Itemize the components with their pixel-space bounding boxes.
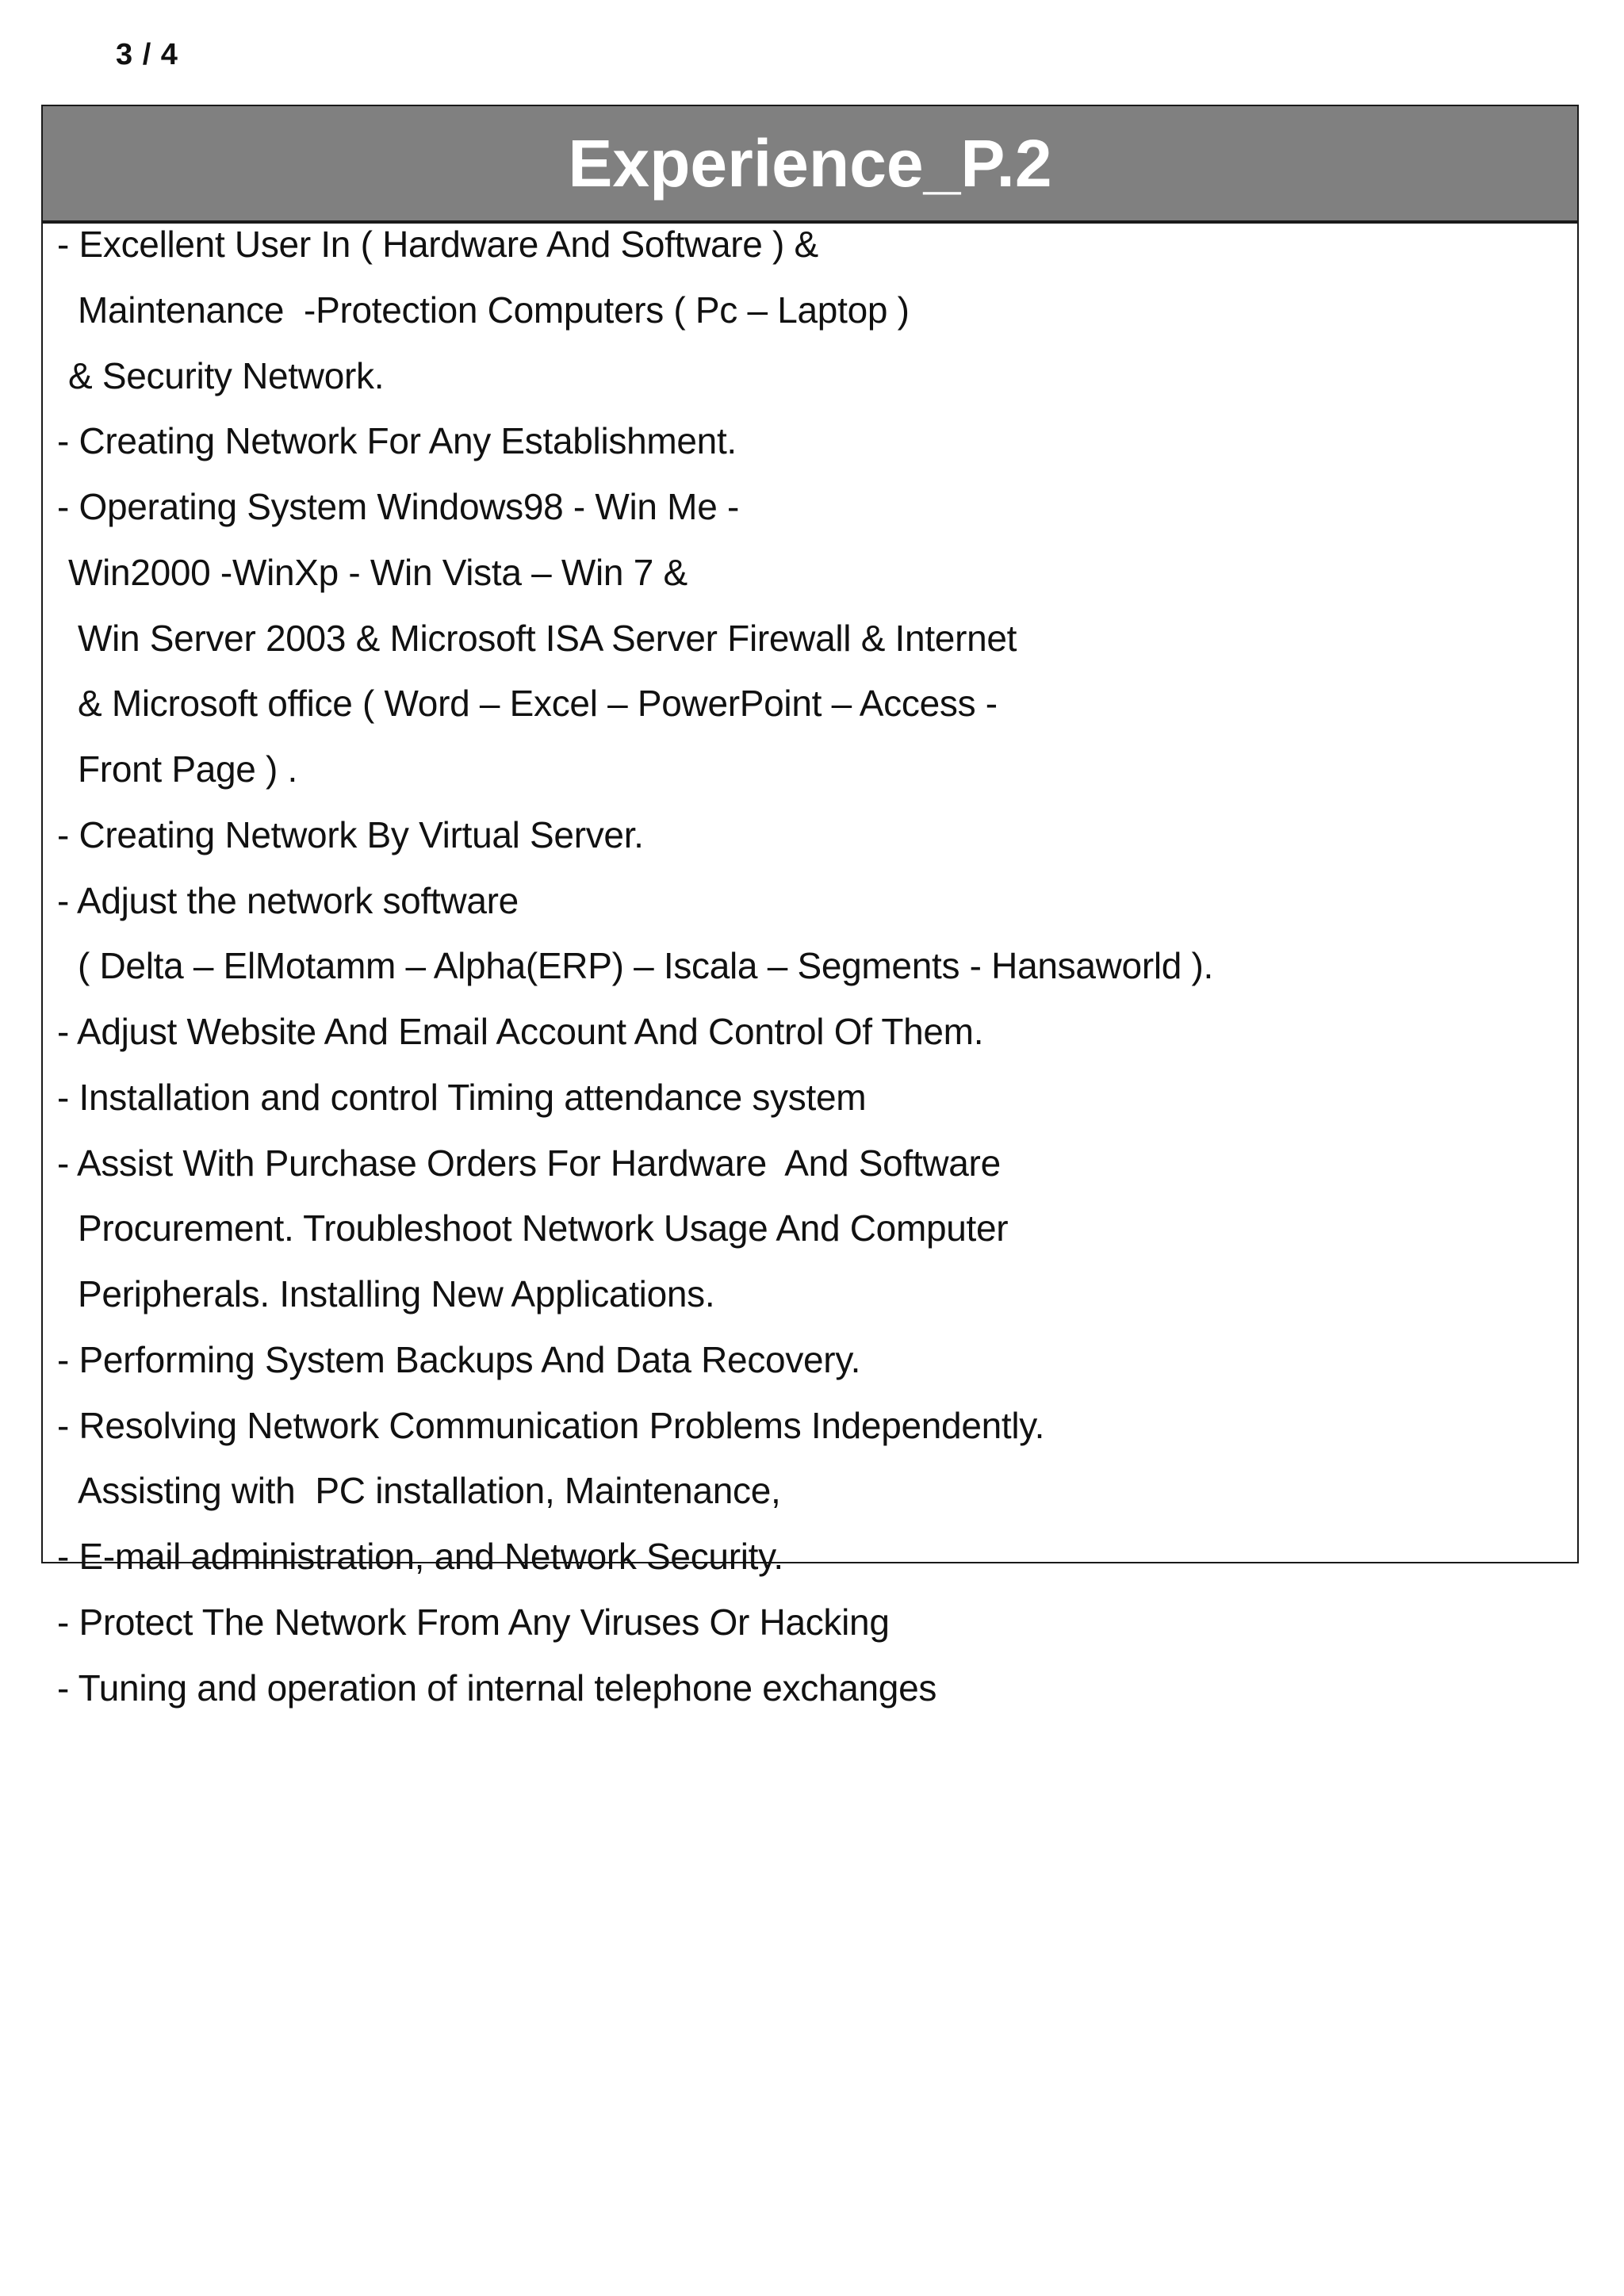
experience-line: & Security Network. [68,355,385,396]
experience-line: - Creating Network By Virtual Server. [57,814,644,855]
experience-line: Win Server 2003 & Microsoft ISA Server Firewall & Internet [78,618,1017,659]
experience-line: Procurement. Troubleshoot Network Usage And Computer [78,1207,1009,1249]
experience-line: Win2000 -WinXp - Win Vista – Win 7 & [68,552,688,593]
section-title: Experience_P.2 [568,126,1052,201]
experience-line: - Installation and control Timing attendance system [57,1077,867,1118]
experience-line: - Creating Network For Any Establishment. [57,420,737,461]
experience-line: ( Delta – ElMotamm – Alpha(ERP) – Iscala – Segments - Hansaworld ). [78,945,1214,986]
experience-line: - Assist With Purchase Orders For Hardware And Software [57,1142,1001,1184]
experience-line: - Resolving Network Communication Problems Independently. [57,1405,1045,1446]
experience-line: & Microsoft office ( Word – Excel – PowerPoint – Access - [78,683,998,724]
experience-line: - Protect The Network From Any Viruses Or Hacking [57,1601,890,1643]
experience-line: - Operating System Windows98 - Win Me - [57,486,739,527]
experience-section [41,105,1579,1709]
experience-line: - Excellent User In ( Hardware And Software ) & [57,224,818,265]
experience-line: Front Page ) . [78,748,298,790]
experience-line: - Adjust the network software [57,880,519,921]
experience-line: - Tuning and operation of internal telephone exchanges [57,1667,937,1709]
experience-line: Maintenance -Protection Computers ( Pc – Laptop ) [78,289,910,331]
experience-line: - Adjust Website And Email Account And Control Of Them. [57,1011,984,1052]
experience-line: - E-mail administration, and Network Security. [57,1536,783,1577]
page-number: 3 / 4 [116,38,178,71]
experience-line: Assisting with PC installation, Maintenance, [78,1470,781,1511]
experience-line: - Performing System Backups And Data Recovery. [57,1339,861,1380]
experience-line: Peripherals. Installing New Applications. [78,1273,715,1314]
section-header [43,106,1577,224]
